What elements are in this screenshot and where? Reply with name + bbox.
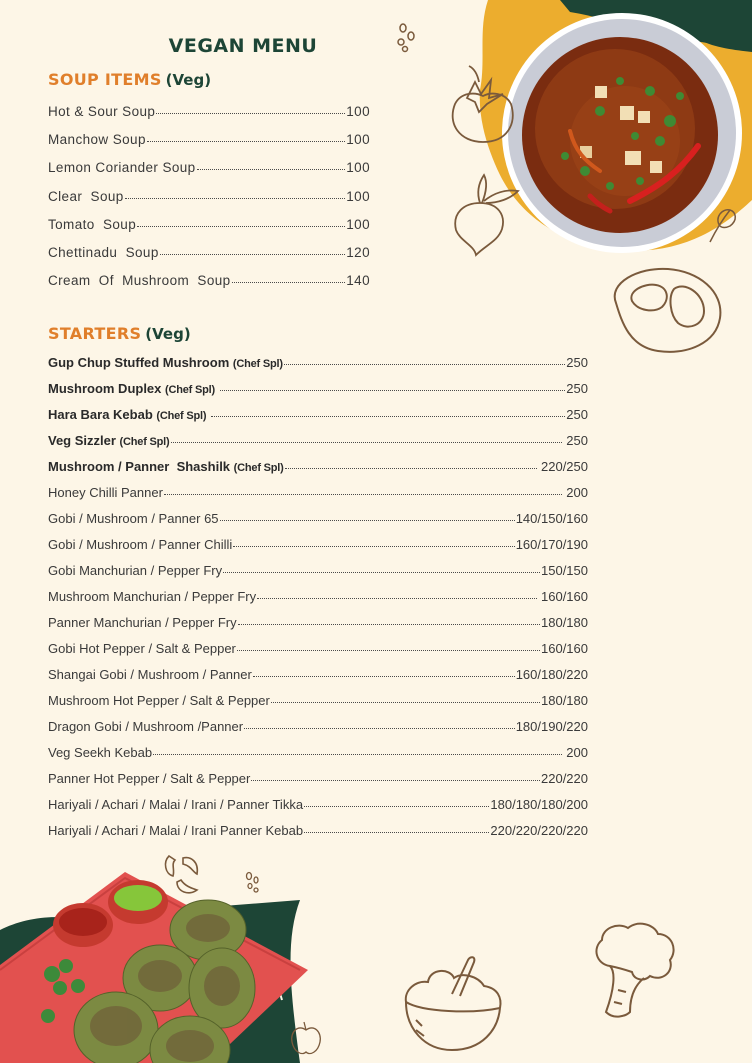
item-price: 100	[346, 216, 370, 232]
item-name: Hara Bara Kebab	[48, 407, 153, 422]
item-name-wrap	[48, 407, 210, 422]
item-price: 180/180	[541, 615, 588, 630]
dot-leader	[197, 169, 346, 170]
item-price: 220/250	[541, 459, 588, 474]
mashed-bowl-icon	[402, 942, 502, 1054]
item-name: Mushroom Manchurian / Pepper Fry	[48, 589, 257, 604]
item-name: Hariyali / Achari / Malai / Irani Panner Kebab	[48, 823, 304, 838]
menu-item-row	[48, 273, 370, 301]
item-price: 140/150/160	[515, 511, 588, 526]
menu-item-row	[48, 160, 370, 188]
item-price: 160/160	[541, 641, 588, 656]
menu-item-row	[48, 615, 588, 641]
item-price: 120	[346, 244, 370, 260]
item-name: Hot & Sour Soup	[48, 104, 156, 119]
menu-item-row	[48, 217, 370, 245]
item-price: 100	[346, 160, 370, 176]
menu-item-row	[48, 745, 588, 771]
item-price: 200	[566, 745, 588, 760]
item-price: 220/220/220/220	[490, 823, 588, 838]
menu-item-row	[48, 189, 370, 217]
menu-item-row	[48, 719, 588, 745]
item-name: Cream Of Mushroom Soup	[48, 273, 231, 289]
chef-special-tag: (Chef Spl)	[156, 410, 207, 422]
dot-leader	[257, 598, 537, 599]
dot-leader	[238, 624, 540, 625]
item-price: 150/150	[541, 563, 588, 578]
soup-section-heading	[48, 70, 211, 89]
menu-title: VEGAN MENU	[168, 35, 318, 57]
item-name-wrap	[48, 381, 219, 396]
item-name: Veg Sizzler	[48, 433, 116, 448]
item-name: Panner Manchurian / Pepper Fry	[48, 615, 237, 630]
menu-item-row	[48, 485, 588, 511]
menu-item-row	[48, 245, 370, 273]
menu-item-row	[48, 563, 588, 589]
chef-special-tag: (Chef Spl)	[232, 358, 283, 370]
dot-leader	[220, 520, 515, 521]
dot-leader	[304, 806, 489, 807]
item-price: 220/220	[541, 771, 588, 786]
dot-leader	[271, 702, 540, 703]
dot-leader	[125, 198, 346, 199]
steak-icon	[608, 263, 726, 358]
dot-leader	[211, 416, 565, 417]
item-name: Gup Chup Stuffed Mushroom	[48, 355, 230, 370]
dot-leader	[220, 390, 566, 391]
parsley-icon	[708, 196, 738, 242]
item-price: 180/180	[541, 693, 588, 708]
item-name: Shangai Gobi / Mushroom / Panner	[48, 667, 252, 682]
item-name: Lemon Coriander Soup	[48, 160, 196, 176]
menu-item-row	[48, 381, 588, 407]
menu-item-row	[48, 641, 588, 667]
chef-special-tag: (Chef Spl)	[165, 384, 215, 396]
dot-leader	[153, 754, 562, 755]
item-name: Gobi Hot Pepper / Salt & Pepper	[48, 641, 236, 656]
item-price: 200	[566, 485, 588, 500]
dot-leader	[233, 546, 514, 547]
item-price: 100	[346, 132, 370, 148]
item-price: 160/160	[541, 589, 588, 604]
starters-heading-label: STARTERS	[48, 324, 142, 343]
item-name: Gobi / Mushroom / Panner 65	[48, 511, 219, 526]
dot-leader	[253, 676, 515, 677]
item-name-wrap	[48, 459, 284, 474]
item-name: Gobi Manchurian / Pepper Fry	[48, 563, 223, 578]
item-name: Mushroom Hot Pepper / Salt & Pepper	[48, 693, 270, 708]
item-name: Hariyali / Achari / Malai / Irani / Panner Tikka	[48, 797, 304, 812]
item-price: 140	[346, 273, 370, 289]
item-price: 250	[566, 355, 588, 370]
dot-leader	[156, 113, 345, 114]
menu-item-row	[48, 667, 588, 693]
item-name: Manchow Soup	[48, 132, 146, 148]
item-name: Panner Hot Pepper / Salt & Pepper	[48, 771, 251, 786]
menu-item-row	[48, 693, 588, 719]
item-name-wrap	[48, 433, 170, 448]
dot-leader	[232, 282, 346, 283]
item-name: Honey Chilli Panner	[48, 485, 163, 500]
cashew-icon	[163, 852, 205, 896]
menu-item-row	[48, 355, 588, 381]
item-name: Chettinadu Soup	[48, 244, 159, 260]
menu-item-row	[48, 771, 588, 797]
item-name: Gobi / Mushroom / Panner Chilli	[48, 537, 233, 552]
turnip-icon	[450, 175, 520, 257]
dot-leader	[285, 468, 537, 469]
dot-leader	[164, 494, 562, 495]
item-name: Veg Seekh Kebab	[48, 745, 153, 760]
item-price: 160/180/220	[515, 667, 588, 682]
item-name: Mushroom Duplex	[48, 381, 162, 396]
menu-item-row	[48, 433, 588, 459]
dot-leader	[223, 572, 540, 573]
menu-item-row	[48, 459, 588, 485]
menu-item-row	[48, 797, 588, 823]
dot-leader	[244, 728, 515, 729]
menu-item-row	[48, 589, 588, 615]
dot-leader	[304, 832, 489, 833]
item-name: Clear Soup	[48, 188, 124, 204]
item-price: 250	[566, 407, 588, 422]
dot-leader	[171, 442, 563, 443]
item-price: 180/180/180/200	[490, 797, 588, 812]
dot-leader	[237, 650, 540, 651]
menu-item-row	[48, 823, 588, 849]
soup-heading-veg: (Veg)	[165, 71, 212, 89]
seeds-icon	[395, 22, 419, 54]
chef-special-tag: (Chef Spl)	[233, 462, 284, 474]
item-name: Mushroom / Panner Shashilk	[48, 459, 231, 474]
item-price: 100	[346, 188, 370, 204]
tomato-icon	[445, 64, 520, 144]
menu-item-row	[48, 132, 370, 160]
item-name: Tomato Soup	[48, 216, 137, 232]
menu-item-row	[48, 511, 588, 537]
menu-item-row	[48, 537, 588, 563]
item-name-wrap	[48, 355, 283, 370]
menu-item-row	[48, 104, 370, 132]
menu-item-row	[48, 407, 588, 433]
seeds-small-icon	[245, 872, 261, 894]
item-price: 160/170/190	[515, 537, 588, 552]
chef-special-tag: (Chef Spl)	[119, 436, 170, 448]
dot-leader	[147, 141, 345, 142]
starters-section-heading	[48, 324, 191, 343]
dot-leader	[284, 364, 565, 365]
item-price: 100	[346, 104, 370, 119]
item-price: 250	[566, 381, 588, 396]
starter-items-list	[48, 355, 588, 849]
apple-icon	[290, 1020, 322, 1056]
item-price: 180/190/220	[515, 719, 588, 734]
item-price: 250	[566, 433, 588, 448]
soup-heading-label: SOUP ITEMS	[48, 70, 162, 89]
soup-items-list	[48, 104, 370, 301]
dot-leader	[137, 226, 345, 227]
dot-leader	[160, 254, 346, 255]
item-name: Dragon Gobi / Mushroom /Panner	[48, 719, 244, 734]
broccoli-icon	[592, 920, 677, 1020]
starters-heading-veg: (Veg)	[145, 325, 191, 343]
kebab-plate-photo	[0, 870, 310, 1063]
dot-leader	[251, 780, 540, 781]
